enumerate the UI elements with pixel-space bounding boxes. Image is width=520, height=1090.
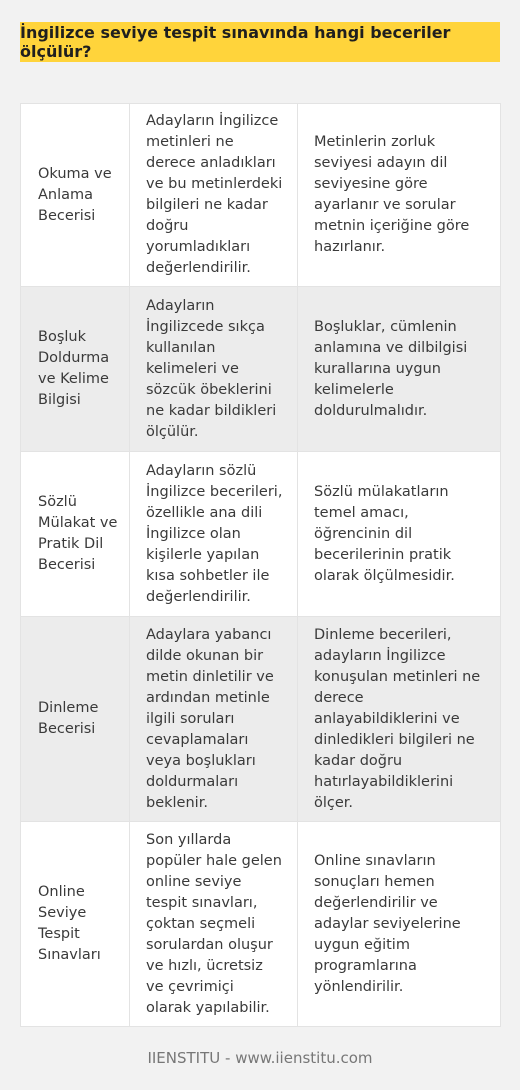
skill-description: Adayların İngilizcede sıkça kullanılan kelimeleri ve sözcük öbeklerini ne kadar bildikleri ölçülür.: [130, 287, 298, 452]
table-row: [21, 287, 501, 452]
skill-name: Online Seviye Tespit Sınavları: [21, 822, 130, 1027]
skill-name: Okuma ve Anlama Becerisi: [21, 104, 130, 287]
skill-name: Sözlü Mülakat ve Pratik Dil Becerisi: [21, 452, 130, 617]
table-row: [21, 452, 501, 617]
table-row: [21, 617, 501, 822]
skill-note: Sözlü mülakatların temel amacı, öğrencinin dil becerilerinin pratik olarak ölçülmesidir.: [298, 452, 501, 617]
skill-note: Online sınavların sonuçları hemen değerlendirilir ve adaylar seviyelerine uygun eğitim programlarına yönlendirilir.: [298, 822, 501, 1027]
page-title: İngilizce seviye tespit sınavında hangi beceriler ölçülür?: [20, 22, 500, 62]
footer-credit: IIENSTITU - www.iienstitu.com: [147, 1049, 373, 1067]
skill-description: Son yıllarda popüler hale gelen online seviye tespit sınavları, çoktan seçmeli sorulardan oluşur ve hızlı, ücretsiz ve çevrimiçi olarak yapılabilir.: [130, 822, 298, 1027]
skill-description: Adayların sözlü İngilizce becerileri, özellikle ana dili İngilizce olan kişilerle yapılan kısa sohbetler ile değerlendirilir.: [130, 452, 298, 617]
skill-note: Dinleme becerileri, adayların İngilizce konuşulan metinleri ne derece anlayabildiklerini ve dinledikleri bilgileri ne kadar doğru hatırlayabildiklerini ölçer.: [298, 617, 501, 822]
skill-name: Dinleme Becerisi: [21, 617, 130, 822]
skill-note: Metinlerin zorluk seviyesi adayın dil seviyesine göre ayarlanır ve sorular metnin içeriğine göre hazırlanır.: [298, 104, 501, 287]
skills-table: [20, 103, 501, 1027]
table-row: [21, 104, 501, 287]
table-row: [21, 822, 501, 1027]
skill-description: Adaylara yabancı dilde okunan bir metin dinletilir ve ardından metinle ilgili soruları cevaplamaları veya boşlukları doldurmaları beklenir.: [130, 617, 298, 822]
skill-description: Adayların İngilizce metinleri ne derece anladıkları ve bu metinlerdeki bilgileri ne kadar doğru yorumladıkları değerlendirilir.: [130, 104, 298, 287]
skill-note: Boşluklar, cümlenin anlamına ve dilbilgisi kurallarına uygun kelimelerle doldurulmalıdır.: [298, 287, 501, 452]
skill-name: Boşluk Doldurma ve Kelime Bilgisi: [21, 287, 130, 452]
